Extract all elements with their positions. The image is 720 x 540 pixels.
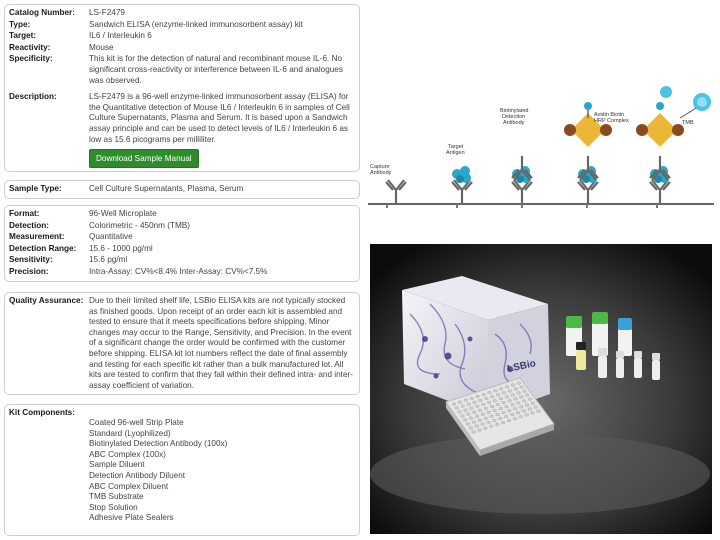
box-brand-text: LSBio: [506, 358, 537, 375]
download-sample-manual-button[interactable]: Download Sample Manual: [89, 149, 199, 168]
plate-well: [452, 403, 456, 406]
plate-well: [478, 409, 482, 412]
plate-well: [487, 411, 491, 414]
plate-well: [496, 413, 500, 416]
plate-well: [470, 407, 474, 410]
catalog-number-row: [9, 8, 353, 19]
measurement-value: Quantitative: [89, 232, 133, 242]
description-block: [89, 92, 353, 168]
plate-well: [505, 405, 509, 408]
photo-svg: [370, 244, 712, 534]
plate-well: [478, 419, 482, 422]
plate-well: [499, 397, 503, 400]
quality-label: Quality Assurance:: [9, 296, 84, 305]
plate-well: [469, 417, 473, 420]
plate-well: [502, 411, 506, 414]
plate-well: [534, 406, 538, 409]
plate-well: [493, 409, 497, 412]
kit-product-photo: [370, 244, 712, 534]
plate-well: [525, 394, 529, 397]
target-label: Target:: [9, 31, 37, 41]
catalog-number-label: Catalog Number:: [9, 8, 75, 17]
plate-well: [488, 391, 492, 394]
plate-well: [472, 421, 476, 424]
plate-well: [490, 405, 494, 408]
avidin-complex-label: Avidin Biotin HRP Complex: [594, 112, 629, 124]
plate-well: [461, 415, 465, 418]
plate-well: [484, 417, 488, 420]
plate-well: [464, 399, 468, 402]
sample-type-label: Sample Type:: [9, 184, 62, 193]
plate-well: [472, 431, 476, 434]
list-item: ABC Complex (100x): [89, 449, 166, 459]
plate-well: [458, 401, 462, 404]
plate-well: [455, 407, 459, 410]
specificity-row: [9, 54, 353, 86]
plate-well: [505, 396, 509, 399]
plate-well: [499, 407, 503, 410]
specificity-label: Specificity:: [9, 54, 53, 64]
list-item: Adhesive Plate Sealers: [89, 513, 174, 523]
plate-well: [496, 393, 500, 396]
quality-assurance-card: [4, 292, 360, 395]
list-item: TMB Substrate: [89, 492, 144, 502]
target-antigen-panel: [446, 144, 472, 204]
plate-well: [520, 386, 524, 389]
description-label: Description:: [9, 92, 57, 102]
sample-type-row: [9, 184, 353, 195]
plate-well: [513, 417, 517, 420]
reactivity-label: Reactivity:: [9, 42, 51, 52]
quality-row: [9, 296, 353, 391]
plate-well: [523, 390, 527, 393]
precision-value: Intra-Assay: CV%<8.4% Inter-Assay: CV%<7.5%: [89, 266, 268, 276]
plate-well: [476, 395, 480, 398]
sensitivity-label: Sensitivity:: [9, 255, 53, 265]
plate-well: [469, 427, 473, 430]
plate-well: [502, 401, 506, 404]
type-value: Sandwich ELISA (enzyme-linked immunosorbent assay) kit: [89, 19, 303, 29]
plate-well: [479, 399, 483, 402]
detection-value: Colorimetric - 450nm (TMB): [89, 220, 190, 230]
plate-well: [511, 404, 515, 407]
type-row: [9, 20, 353, 31]
reactivity-value: Mouse: [89, 42, 114, 52]
specificity-value: This kit is for the detection of natural and recombinant mouse IL-6. No significant cross-reactivity or interference between IL-6 and analogues was observed.: [89, 54, 343, 85]
plate-well: [475, 405, 479, 408]
description-value: LS-F2479 is a 96-well enzyme-linked immunosorbent assay (ELISA) for the Quantitative detection of Mouse IL6 / Interleukin 6 in samples of Cell Culture Supernatants, Plasma and Serum. It is based upon a Sandwich assay principle and can be used to detect levels of IL6 / Interleukin 6 as low as 15.6 picograms per milliliter.: [89, 92, 350, 144]
precision-label: Precision:: [9, 266, 49, 276]
plate-well: [508, 390, 512, 393]
detection-antibody-panel: [500, 108, 532, 204]
tmb-label: TMB: [682, 120, 694, 126]
plate-well: [504, 415, 508, 418]
kit-components-label: Kit Components:: [9, 408, 75, 417]
type-label: Type:: [9, 19, 31, 29]
plate-well: [499, 388, 503, 391]
list-item: Coated 96-well Strip Plate: [89, 418, 184, 427]
list-item: ABC Complex Diluent: [89, 481, 169, 491]
sample-type-value: Cell Culture Supernatants, Plasma, Serum: [89, 184, 244, 193]
plate-well: [487, 401, 491, 404]
plate-well: [520, 396, 524, 399]
format-value: 96-Well Microplate: [89, 209, 157, 218]
plate-well: [528, 398, 532, 401]
plate-well: [489, 425, 493, 428]
plate-well: [531, 402, 535, 405]
detection-label: Detection:: [9, 220, 50, 230]
plate-well: [507, 419, 511, 422]
plate-well: [473, 401, 477, 404]
format-label: Format:: [9, 209, 40, 218]
plate-well: [508, 400, 512, 403]
plate-well: [478, 429, 482, 432]
plate-well: [498, 417, 502, 420]
plate-well: [466, 413, 470, 416]
plate-well: [463, 419, 467, 422]
plate-well: [528, 408, 532, 411]
plate-well: [525, 404, 529, 407]
plate-well: [493, 419, 497, 422]
plate-well: [490, 395, 494, 398]
plate-well: [510, 413, 514, 416]
plate-well: [517, 392, 521, 395]
plate-well: [519, 406, 523, 409]
catalog-number-value: LS-F2479: [89, 8, 125, 17]
plate-well: [493, 399, 497, 402]
plate-well: [519, 416, 523, 419]
plate-well: [461, 405, 465, 408]
plate-well: [514, 398, 518, 401]
quality-value: Due to their limited shelf life, LSBio ELISA kits are not typically stocked as finished goods. Upon receipt of an order each kit is assembled and tested to ensure that it meets specifications before shipping. Minor changes may occur to the Range, Sensitivity, and Precision. In the event of a significant change the order would be confirmed with the customer before shipping. ELISA kit lot numbers reflect the date of final assembly and testing for each specific kit rather than a bulk manufactured lot. All kits are tested to confirm that they fall within their defined intra- and inter-assay coefficient of variation.: [89, 296, 353, 390]
plate-well: [481, 423, 485, 426]
plate-well: [484, 407, 488, 410]
target-row: [9, 31, 353, 42]
plate-well: [516, 412, 520, 415]
detection-range-value: 15.6 - 1000 pg/ml: [89, 243, 153, 253]
capture-antibody-label: Capture Antibody: [370, 164, 392, 176]
detection-range-label: Detection Range:: [9, 243, 77, 253]
plate-well: [481, 413, 485, 416]
sample-type-card: [4, 180, 360, 199]
plate-well: [472, 411, 476, 414]
plate-well: [484, 397, 488, 400]
detection-row: [9, 221, 353, 232]
plate-well: [470, 397, 474, 400]
plate-well: [484, 427, 488, 430]
plate-well: [522, 400, 526, 403]
kit-components-list: [89, 408, 353, 524]
plate-well: [458, 411, 462, 414]
plate-well: [475, 425, 479, 428]
sandwich-elisa-diagram: [366, 82, 716, 214]
format-card: [4, 205, 360, 282]
abc-complex-panel: [564, 102, 629, 204]
plate-well: [493, 389, 497, 392]
diagram-svg: [366, 82, 716, 214]
plate-well: [482, 393, 486, 396]
plate-well: [516, 402, 520, 405]
capture-antibody-panel: [370, 164, 406, 204]
description-row: [9, 92, 353, 168]
plate-well: [517, 382, 521, 385]
list-item: Sample Diluent: [89, 460, 145, 470]
sensitivity-row: [9, 255, 353, 266]
plate-well: [487, 421, 491, 424]
list-item: Stop Solution: [89, 502, 138, 512]
format-row: [9, 209, 353, 220]
plate-well: [502, 392, 506, 395]
plate-well: [505, 386, 509, 389]
plate-well: [531, 412, 535, 415]
plate-well: [490, 415, 494, 418]
plate-well: [495, 423, 499, 426]
list-item: Standard (Lyophilized): [89, 428, 171, 438]
plate-well: [514, 388, 518, 391]
measurement-row: [9, 232, 353, 243]
plate-well: [507, 409, 511, 412]
target-antigen-label: Target Antigen: [446, 144, 465, 156]
list-item: Biotinylated Detection Antibody (100x): [89, 439, 228, 449]
plate-well: [522, 410, 526, 413]
plate-well: [501, 421, 505, 424]
plate-well: [481, 403, 485, 406]
kit-components-card: [4, 404, 360, 536]
kit-components-row: [9, 408, 353, 524]
plate-well: [513, 408, 517, 411]
sensitivity-value: 15.6 pg/ml: [89, 255, 128, 265]
reactivity-row: [9, 43, 353, 54]
plate-well: [511, 384, 515, 387]
plate-well: [464, 409, 468, 412]
plate-well: [496, 403, 500, 406]
detection-range-row: [9, 244, 353, 255]
measurement-label: Measurement:: [9, 232, 65, 242]
plate-well: [475, 415, 479, 418]
target-value: IL6 / Interleukin 6: [89, 31, 152, 41]
tmb-reaction-panel: [636, 86, 711, 204]
plate-well: [467, 403, 471, 406]
precision-row: [9, 267, 353, 278]
product-overview-card: [4, 4, 360, 172]
plate-well: [525, 414, 529, 417]
plate-well: [511, 394, 515, 397]
list-item: Detection Antibody Diluent: [89, 470, 186, 480]
biotin-antibody-label: Biotinylated Detection Antibody: [500, 108, 529, 126]
plate-well: [466, 423, 470, 426]
plate-well: [537, 410, 541, 413]
